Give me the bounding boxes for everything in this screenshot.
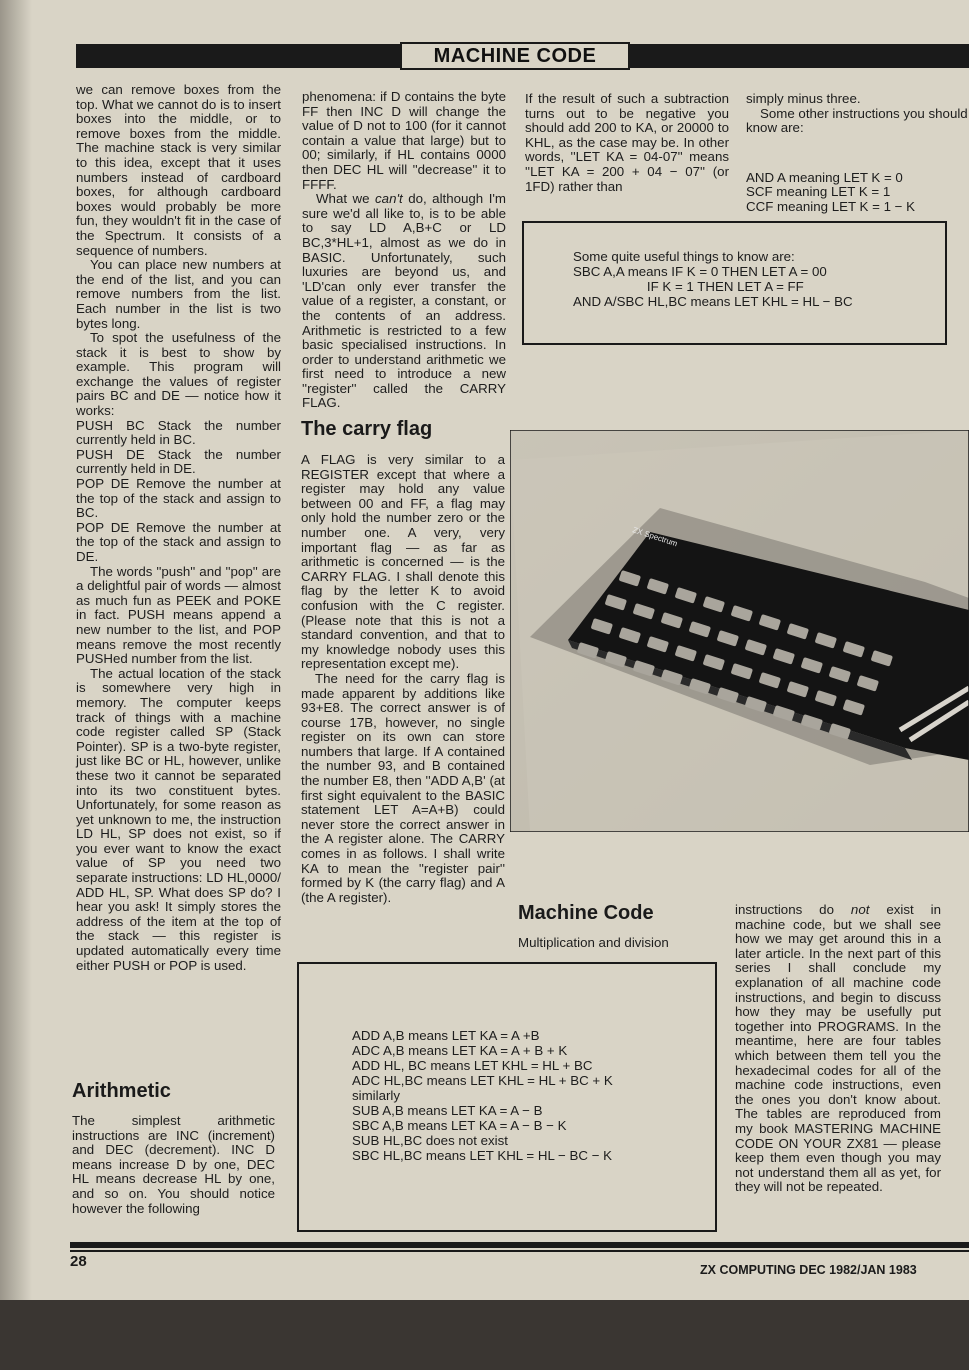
box-line: ADD HL, BC means LET KHL = HL + BC [352, 1058, 593, 1073]
box-line: SUB A,B means LET KA = A − B [352, 1103, 543, 1118]
box-line: ADC HL,BC means LET KHL = HL + BC + K [352, 1073, 613, 1088]
box-line: similarly [352, 1088, 401, 1103]
zx-spectrum-computer-image [510, 430, 969, 832]
page-number: 28 [70, 1253, 87, 1270]
section-title: MACHINE CODE [400, 42, 630, 70]
text-run: instructions do [735, 902, 851, 917]
box-line: ADD A,B means LET KA = A +B [352, 1028, 540, 1043]
useful-things-box [522, 221, 947, 345]
paragraph: Multiplication and division [518, 935, 669, 950]
spacer [746, 136, 969, 171]
box-line: SBC A,A means IF K = 0 THEN LET A = 00 [573, 264, 827, 279]
paragraph: If the result of such a subtraction turns out to be negative you should add 200 to KA, or 20000 to KHL, as the case may be. In other words, ''LET KA = 04-07'' means ''LET KA = 200 + 04 − 07'' (or 1FD) rather than [525, 91, 729, 194]
machine-code-subtext [518, 936, 722, 951]
paragraph: PUSH BC Stack the number currently held in BC. [76, 417, 281, 448]
box-line: AND A/SBC HL,BC means LET KHL = HL − BC [573, 294, 853, 309]
carry-flag-heading: The carry flag [301, 418, 433, 440]
publication-info: ZX COMPUTING DEC 1982/JAN 1983 [700, 1263, 917, 1277]
paragraph: To spot the usefulness of the stack it is best to show by example. This program will exchange the values of register pairs BC and DE — notice how it works: [76, 330, 281, 419]
box-line: SUB HL,BC does not exist [352, 1133, 508, 1148]
paragraph: we can remove boxes from the top. What we cannot do is to insert boxes into the middle, or to remove boxes from the middle. The machine stack is very similar to this idea, except that it uses numbers instead of cardboard boxes, for although cardboard boxes would probably be more fun, they wouldn't fit in the case of the Spectrum. It consists of a sequence of numbers. [76, 82, 281, 258]
box-line: IF K = 1 THEN LET A = FF [573, 279, 804, 294]
instruction-line: AND A meaning LET K = 0 [746, 169, 903, 185]
box-line: SBC A,B means LET KA = A − B − K [352, 1118, 567, 1133]
instruction-line: SCF meaning LET K = 1 [746, 184, 891, 200]
line: simply minus three. [746, 92, 861, 106]
column-1 [76, 83, 281, 973]
arithmetic-heading: Arithmetic [72, 1080, 171, 1102]
text-run: exist in machine code, but we shall see how we may get around this in a later article. In the next part of this series I shall conclude my explanation of all machine code instructions, and begin to discuss how they may be usefully put together into PROGRAMS. In the meantime, here are four tables which between them tell you the hexadecimal codes for all of the machine code instructions, even the ones you don't know about. The tables are reproduced from my book MASTERING MACHINE CODE ON YOUR ZX81 — please keep them even though you may not understand them all as yet, for they will not be repeated. [735, 902, 941, 1195]
text-run: What we [316, 191, 376, 207]
paragraph [302, 192, 506, 411]
paragraph: POP DE Remove the number at the top of the stack and assign to BC. [76, 476, 281, 521]
emphasis: can't [375, 191, 403, 207]
paragraph: POP DE Remove the number at the top of the stack and assign to DE. [76, 519, 281, 564]
zx-spectrum-photo [510, 430, 969, 832]
paragraph: A FLAG is very similar to a REGISTER except that where a register may hold any value between 00 and FF, a flag may only hold the number zero or the number one. A very, very important flag — as far as arithmetic is concerned — is the CARRY FLAG. I shall denote this flag by the letter K to avoid confusion with the C register. (Please note that this is not a standard convention, and that to my knowledge nobody uses this representation except me). [301, 452, 505, 672]
section-header [76, 44, 969, 68]
paragraph: The words ''push'' and ''pop'' are a delightful pair of words — almost as much fun as PEEK and POKE in fact. PUSH means append a new number to the list, and POP means remove the most recently PUSHed number from the list. [76, 563, 281, 667]
arithmetic-table-box [297, 962, 717, 1232]
carry-flag-text [301, 453, 505, 905]
line: Some other instructions you should know are: [746, 105, 968, 136]
column-2 [302, 90, 506, 411]
paragraph: PUSH DE Stack the number currently held in DE. [76, 446, 281, 477]
paragraph: The need for the carry flag is made apparent by additions like 93+E8. The correct answer is of course 17B, however, no single register on its own can store numbers that large. If A contained the number 93, and B contained the number E8, then ''ADD A,B' (at first sight equivalent to the BASIC statement LET A=A+B) could never store the correct answer in the A register alone. The CARRY comes in as follows. I shall write KA to mean the ''register pair'' formed by K (the carry flag) and A (the A register). [301, 670, 505, 905]
paragraph: phenomena: if D contains the byte FF then INC D will change the value of D not to 100 (for it cannot contain a value that large) but to 00; similarly, if HL contains 0000 then DEC HL will ''decrease'' it to FFFF. [302, 89, 506, 192]
column-3 [525, 92, 729, 194]
box-line: SBC HL,BC means LET KHL = HL − BC − K [352, 1148, 613, 1163]
photo-logo: ZX Spectrum [631, 525, 679, 549]
arithmetic-text [72, 1114, 275, 1216]
footer-rule-thin [70, 1250, 969, 1252]
emphasis: not [850, 902, 870, 917]
footer-rule [70, 1242, 969, 1248]
instruction-line: CCF meaning LET K = 1 − K [746, 198, 916, 214]
text-run: do, although I'm sure we'd all like to, is to be able to say LD A,B+C or LD BC,3*HL+1, almost as we do in BASIC. Unfortunately, such luxuries are beyond us, and 'LD'can only ever transfer the value of a register, a constant, or the contents of an address. Arithmetic is restricted to a few basic specialised instructions. In order to understand arithmetic we first need to introduce a new ''register'' called the CARRY FLAG. [302, 191, 506, 411]
paragraph [735, 903, 941, 1195]
box-line: Some quite useful things to know are: [573, 249, 795, 264]
column-right [735, 903, 941, 1195]
paragraph: You can place new numbers at the end of the list, and you can remove numbers from the list. Each number in the list is two bytes long. [76, 257, 281, 331]
machine-code-heading: Machine Code [518, 902, 654, 924]
column-4 [746, 92, 969, 215]
paragraph: The simplest arithmetic instructions are INC (increment) and DEC (decrement). INC D means increase D by one, DEC HL means decrease HL by one, and so on. You should notice however the following [72, 1113, 275, 1216]
page-edge-shadow [0, 0, 32, 1300]
paragraph: The actual location of the stack is somewhere very high in memory. The computer keeps track of things with a machine code register called SP (Stack Pointer). SP is a two-byte register, just like BC or HL, however, unlike these two it cannot be separated into its two constituent bytes. Unfortunately, for some reason as yet unknown to me, the instruction LD HL, SP does not exist, so if you ever want to know the exact value of SP you need two separate instructions: LD HL,0000/ ADD HL, SP. What does SP do? I hear you ask! It simply stores the address of the item at the top of the stack — this register is updated automatically every time either PUSH or POP is used. [76, 665, 281, 973]
box-line: ADC A,B means LET KA = A + B + K [352, 1043, 568, 1058]
